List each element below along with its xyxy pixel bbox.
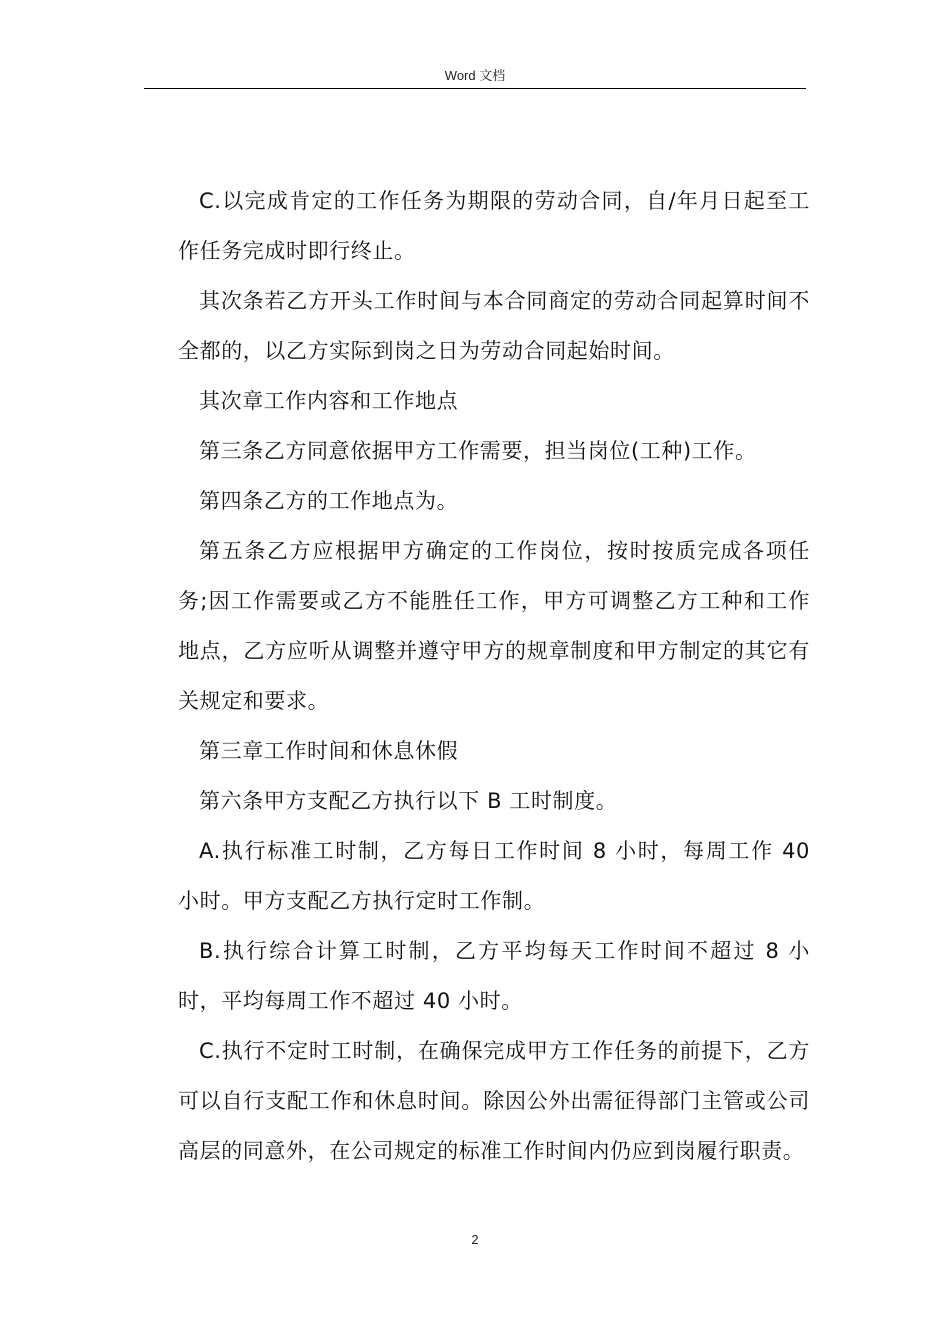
paragraph: 第四条乙方的工作地点为。 [199, 489, 459, 513]
section-heading: 第三章工作时间和休息休假 [199, 739, 459, 763]
paragraph: C.以完成肯定的工作任务为期限的劳动合同，自/年月日起至工作任务完成时即行终止。 [178, 189, 810, 263]
paragraph: 第五条乙方应根据甲方确定的工作岗位，按时按质完成各项任务;因工作需要或乙方不能胜任工作，甲方可调整乙方工种和工作地点，乙方应听从调整并遵守甲方的规章制度和甲方制定的其它有关规定和要求。 [178, 539, 810, 713]
section-heading: 其次章工作内容和工作地点 [199, 389, 459, 413]
document-body [178, 176, 810, 1176]
header-divider [144, 88, 806, 89]
paragraph: C.执行不定时工时制，在确保完成甲方工作任务的前提下，乙方可以自行支配工作和休息时间。除因公外出需征得部门主管或公司高层的同意外，在公司规定的标准工作时间内仍应到岗履行职责。 [178, 1039, 810, 1163]
paragraph: 其次条若乙方开头工作时间与本合同商定的劳动合同起算时间不全都的，以乙方实际到岗之日为劳动合同起始时间。 [178, 289, 810, 363]
paragraph: 第三条乙方同意依据甲方工作需要，担当岗位(工种)工作。 [199, 439, 757, 463]
paragraph: A.执行标准工时制，乙方每日工作时间 8 小时，每周工作 40 小时。甲方支配乙方执行定时工作制。 [178, 839, 810, 913]
page-number: 2 [471, 1232, 479, 1247]
paragraph: 第六条甲方支配乙方执行以下 B 工时制度。 [199, 789, 618, 813]
header-title: Word 文档 [444, 68, 506, 83]
paragraph: B.执行综合计算工时制，乙方平均每天工作时间不超过 8 小时，平均每周工作不超过 40 小时。 [178, 939, 810, 1013]
